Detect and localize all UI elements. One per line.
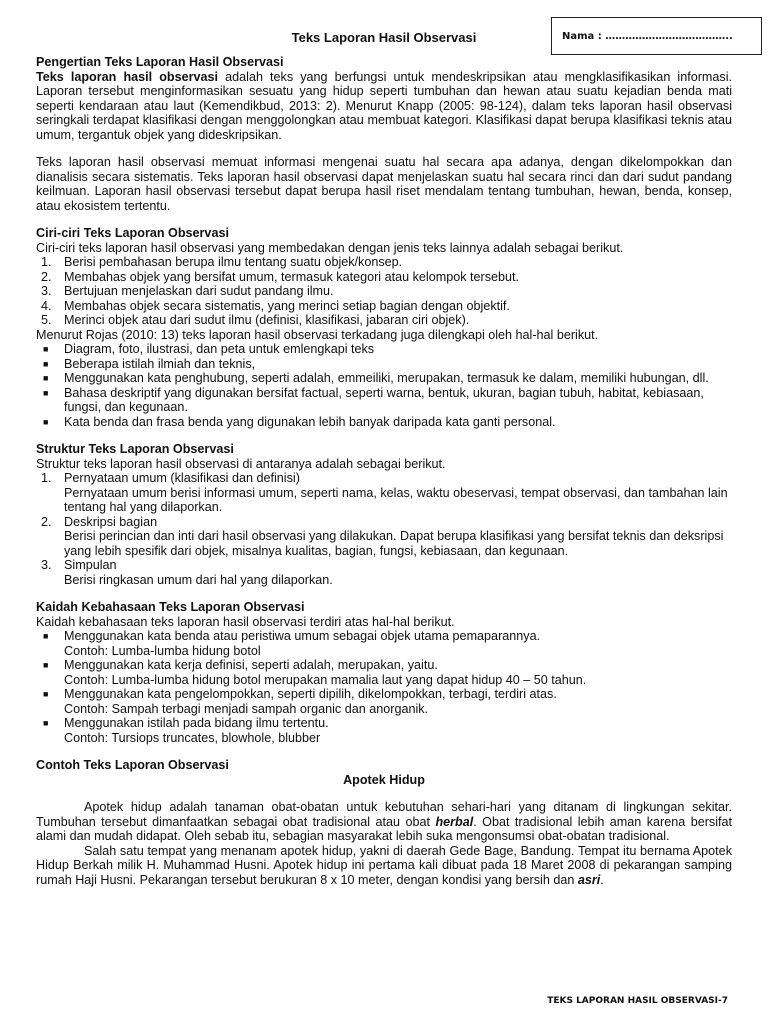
list-number: 3. <box>41 284 52 298</box>
paragraph-contoh-1 <box>36 800 732 844</box>
paragraph-kaidah-intro: Kaidah kebahasaan teks laporan hasil observasi terdiri atas hal-hal berikut. <box>36 614 455 629</box>
bullet-square-icon: ■ <box>43 718 49 728</box>
list-desc: Berisi ringkasan umum dari hal yang dilaporkan. <box>64 572 333 587</box>
list-item <box>36 658 732 687</box>
document-body <box>36 55 732 887</box>
bullet-square-icon: ■ <box>43 387 49 398</box>
ciri-numbered-list <box>36 255 732 328</box>
list-text: Menggunakan kata pengelompokkan, seperti dipilih, dikelompokkan, terbagi, terdiri atas. <box>64 687 557 701</box>
section-heading-contoh: Contoh Teks Laporan Observasi <box>36 758 229 772</box>
list-item <box>36 415 732 430</box>
list-text: Membahas objek secara sistematis, yang merinci setiap bagian dengan objektif. <box>64 298 510 313</box>
paragraph-text: Apotek hidup adalah tanaman obat-obatan untuk kebutuhan sehari-hari yang ditanam di lingkungan sekitar. Tumbuhan tersebut dimanfaatkan sebagai obat tradisional atau obat <box>36 800 732 829</box>
list-item <box>36 515 732 559</box>
list-item <box>36 299 732 314</box>
list-text: Menggunakan kata penghubung, seperti adalah, emmeiliki, merupakan, termasuk ke dalam, memiliki hubungan, dll. <box>64 371 709 385</box>
page-title: Teks Laporan Hasil Observasi <box>291 30 477 45</box>
bullet-square-icon: ■ <box>43 631 49 641</box>
ciri-bullet-list <box>36 342 732 429</box>
example-title: Apotek Hidup <box>343 772 425 787</box>
list-text: Membahas objek yang bersifat umum, termasuk kategori atau kelompok tersebut. <box>64 269 519 284</box>
list-example: Contoh: Lumba-lumba hidung botol <box>64 643 261 658</box>
list-example: Contoh: Tursiops truncates, blowhole, blubber <box>64 730 321 745</box>
paragraph-text: . <box>600 872 604 887</box>
list-title: Simpulan <box>64 558 117 572</box>
list-item <box>36 357 732 372</box>
paragraph-contoh-2 <box>36 844 732 888</box>
bullet-square-icon: ■ <box>43 660 49 670</box>
list-title: Deskripsi bagian <box>64 514 158 529</box>
bold-term: Teks laporan hasil observasi <box>36 69 219 84</box>
list-text: Merinci objek atau dari sudut ilmu (definisi, klasifikasi, jabaran ciri objek). <box>64 313 470 327</box>
list-item <box>36 313 732 328</box>
list-text: Menggunakan kata kerja definisi, seperti adalah, merupakan, yaitu. <box>64 658 438 672</box>
list-example: Contoh: Sampah terbagi menjadi sampah organic dan anorganik. <box>64 701 429 716</box>
list-item <box>36 716 732 745</box>
paragraph-text: adalah teks yang berfungsi untuk mendeskripsikan atau mengklasifikasikan informasi. Laporan tersebut menginformasikan sesuatu yang hidup seperti tumbuhan dan hewan atau suatu kejadian benda mati seperti kendaraan atau laut (Kemendikbud, 2013: 2). Menurut Knapp (2005: 98-124), dalam teks laporan hasil observasi seringkali terdapat klasifikasi dengan menggolongkan atau membuat kategori. Klasifikasi dapat berupa klasifikasi teknis atau umum, tergantuk objek yang dideskripsikan. <box>36 69 732 142</box>
list-item <box>36 342 732 357</box>
list-number: 3. <box>41 558 52 572</box>
list-title: Pernyataan umum (klasifikasi dan definisi) <box>64 471 300 485</box>
bullet-square-icon: ■ <box>43 358 49 369</box>
list-number: 5. <box>41 313 52 327</box>
bullet-square-icon: ■ <box>43 689 49 699</box>
bullet-square-icon: ■ <box>43 373 49 383</box>
list-item <box>36 471 732 515</box>
list-number: 1. <box>41 255 52 269</box>
paragraph-rojas: Menurut Rojas (2010: 13) teks laporan hasil observasi terkadang juga dilengkapi oleh hal-hal berikut. <box>36 327 599 342</box>
list-item <box>36 270 732 285</box>
bullet-square-icon: ■ <box>43 344 49 354</box>
section-heading-ciri: Ciri-ciri Teks Laporan Observasi <box>36 226 229 240</box>
list-number: 1. <box>41 471 52 485</box>
list-desc: Berisi perincian dan inti dari hasil observasi yang dilakukan. Dapat berupa klasifikasi yang bersifat teknis dan deksripsi yang lebih spesifik dari objek, misalnya kualitas, bagian, fungsi, kebiasaan, dan kegunaan. <box>64 529 724 558</box>
emphasis-term: asri <box>577 872 601 887</box>
list-text: Menggunakan istilah pada bidang ilmu tertentu. <box>64 716 329 730</box>
name-field-box: Nama : ……………………………….. <box>551 17 762 55</box>
list-item <box>36 629 732 658</box>
page-footer: TEKS LAPORAN HASIL OBSERVASI-7 <box>547 996 728 1006</box>
list-text: Diagram, foto, ilustrasi, dan peta untuk emlengkapi teks <box>64 342 375 356</box>
list-number: 2. <box>41 269 52 284</box>
paragraph-struktur-intro: Struktur teks laporan hasil observasi di antaranya adalah sebagai berikut. <box>36 456 446 471</box>
list-item <box>36 558 732 587</box>
list-number: 2. <box>41 514 52 529</box>
list-number: 4. <box>41 298 52 313</box>
list-desc: Pernyataan umum berisi informasi umum, seperti nama, kelas, waktu obeservasi, tempat observasi, dan tambahan lain tentang hal yang dilaporkan. <box>64 485 728 514</box>
list-text: Beberapa istilah ilmiah dan teknis, <box>64 356 256 371</box>
paragraph-pengertian-1 <box>36 70 732 143</box>
paragraph-ciri-intro: Ciri-ciri teks laporan hasil observasi yang membedakan dengan jenis teks lainnya adalah sebagai berikut. <box>36 240 624 255</box>
section-heading-kaidah: Kaidah Kebahasaan Teks Laporan Observasi <box>36 600 305 614</box>
list-text: Menggunakan kata benda atau peristiwa umum sebagai objek utama pemaparannya. <box>64 629 541 643</box>
list-item <box>36 687 732 716</box>
list-text: Kata benda dan frasa benda yang digunakan lebih banyak daripada kata ganti personal. <box>64 414 556 429</box>
struktur-list <box>36 471 732 587</box>
paragraph-pengertian-2: Teks laporan hasil observasi memuat informasi mengenai suatu hal secara apa adanya, dengan dikelompokkan dan dianalisis secara sistematis. Teks laporan hasil observasi dapat menjelaskan suatu hal secara rinci dan dari sudut pandang keilmuan. Laporan hasil observasi tersebut dapat berupa hasil riset mendalam tentang tumbuhan, hewan, benda, konsep, atau ekosistem tertentu. <box>36 155 732 213</box>
paragraph-text: . Obat tradisional lebih aman karena bersifat alami dan mudah didapat. Oleh sebab itu, sebagian masyarakat lebih suka mengonsumsi obat-obatan tradisional. <box>36 814 732 843</box>
section-heading-struktur: Struktur Teks Laporan Observasi <box>36 442 234 456</box>
section-heading-pengertian: Pengertian Teks Laporan Hasil Observasi <box>36 55 284 69</box>
kaidah-list <box>36 629 732 745</box>
paragraph-text: Salah satu tempat yang menanam apotek hidup, yakni di daerah Gede Bage, Bandung. Tempat itu bernama Apotek Hidup Berkah milik H. Muhammad Husni. Apotek hidup ini pertama kali dibuat pada 18 Maret 2008 di pekarangan samping rumah Haji Husni. Pekarangan tersebut berukuran 8 x 10 meter, dengan kondisi yang bersih dan <box>36 843 732 887</box>
list-text: Bahasa deskriptif yang digunakan bersifat factual, seperti warna, bentuk, ukuran, bagian tubuh, habitat, kebiasaan, fungsi, dan kegunaan. <box>64 385 704 414</box>
list-text: Bertujuan menjelaskan dari sudut pandang ilmu. <box>64 284 334 298</box>
list-item <box>36 371 732 386</box>
list-text: Berisi pembahasan berupa ilmu tentang suatu objek/konsep. <box>64 255 403 269</box>
emphasis-term: herbal <box>435 814 474 829</box>
list-item <box>36 255 732 270</box>
list-item <box>36 386 732 415</box>
list-item <box>36 284 732 299</box>
bullet-square-icon: ■ <box>43 416 49 427</box>
list-example: Contoh: Lumba-lumba hidung botol merupakan mamalia laut yang dapat hidup 40 – 50 tahun. <box>64 672 587 687</box>
